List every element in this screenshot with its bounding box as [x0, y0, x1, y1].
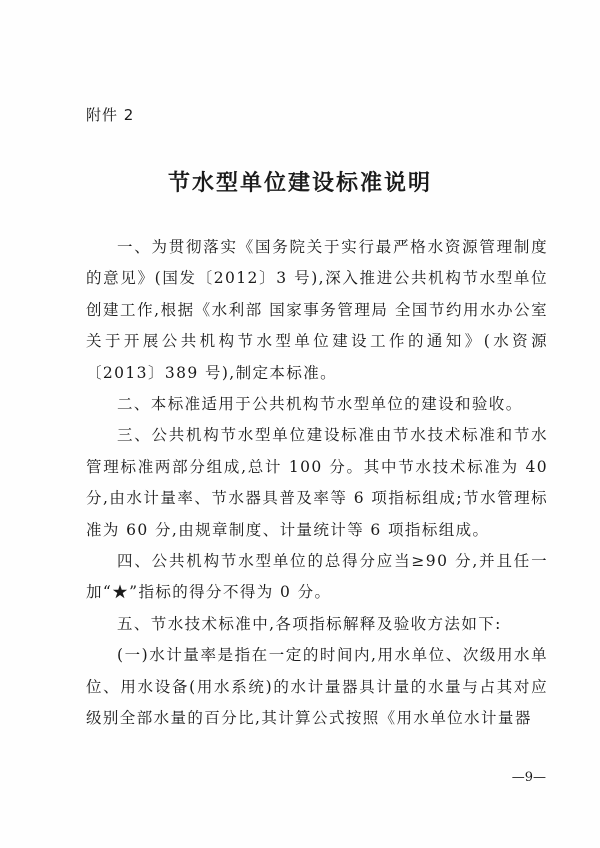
paragraph-5: 五、节水技术标准中,各项指标解释及验收方法如下:	[117, 614, 502, 633]
document-title: 节水型单位建设标准说明	[167, 171, 432, 196]
paragraph-3: 三、公共机构节水型单位建设标准由节水技术标准和节水管理标准两部分组成,总计 100 分。其中节水技术标准为 40 分,由水计量率、节水器具普及率等 6 项指标组成;节水管理标准为 60 分,由规章制度、计量统计等 6 项指标组成。	[86, 426, 548, 539]
paragraph-6: (一)水计量率是指在一定的时间内,用水单位、次级用水单位、用水设备(用水系统)的水计量器具计量的水量与占其对应级别全部水量的百分比,其计算公式按照《用水单位水计量器	[86, 646, 548, 728]
page-number: —9—	[511, 770, 546, 785]
paragraph-4: 四、公共机构节水型单位的总得分应当≥90 分,并且任一加“★”指标的得分不得为 0 分。	[86, 552, 548, 602]
document-body	[86, 232, 548, 735]
paragraph-1: 一、为贯彻落实《国务院关于实行最严格水资源管理制度的意见》(国发〔2012〕3 号),深入推进公共机构节水型单位创建工作,根据《水利部 国家事务管理局 全国节约用水办公室关于开展公共机构节水型单位建设工作的通知》(水资源〔2013〕389 号),制定本标准。	[86, 238, 548, 382]
paragraph-2: 二、本标准适用于公共机构节水型单位的建设和验收。	[117, 395, 523, 414]
attachment-label: 附件 2	[86, 106, 135, 124]
